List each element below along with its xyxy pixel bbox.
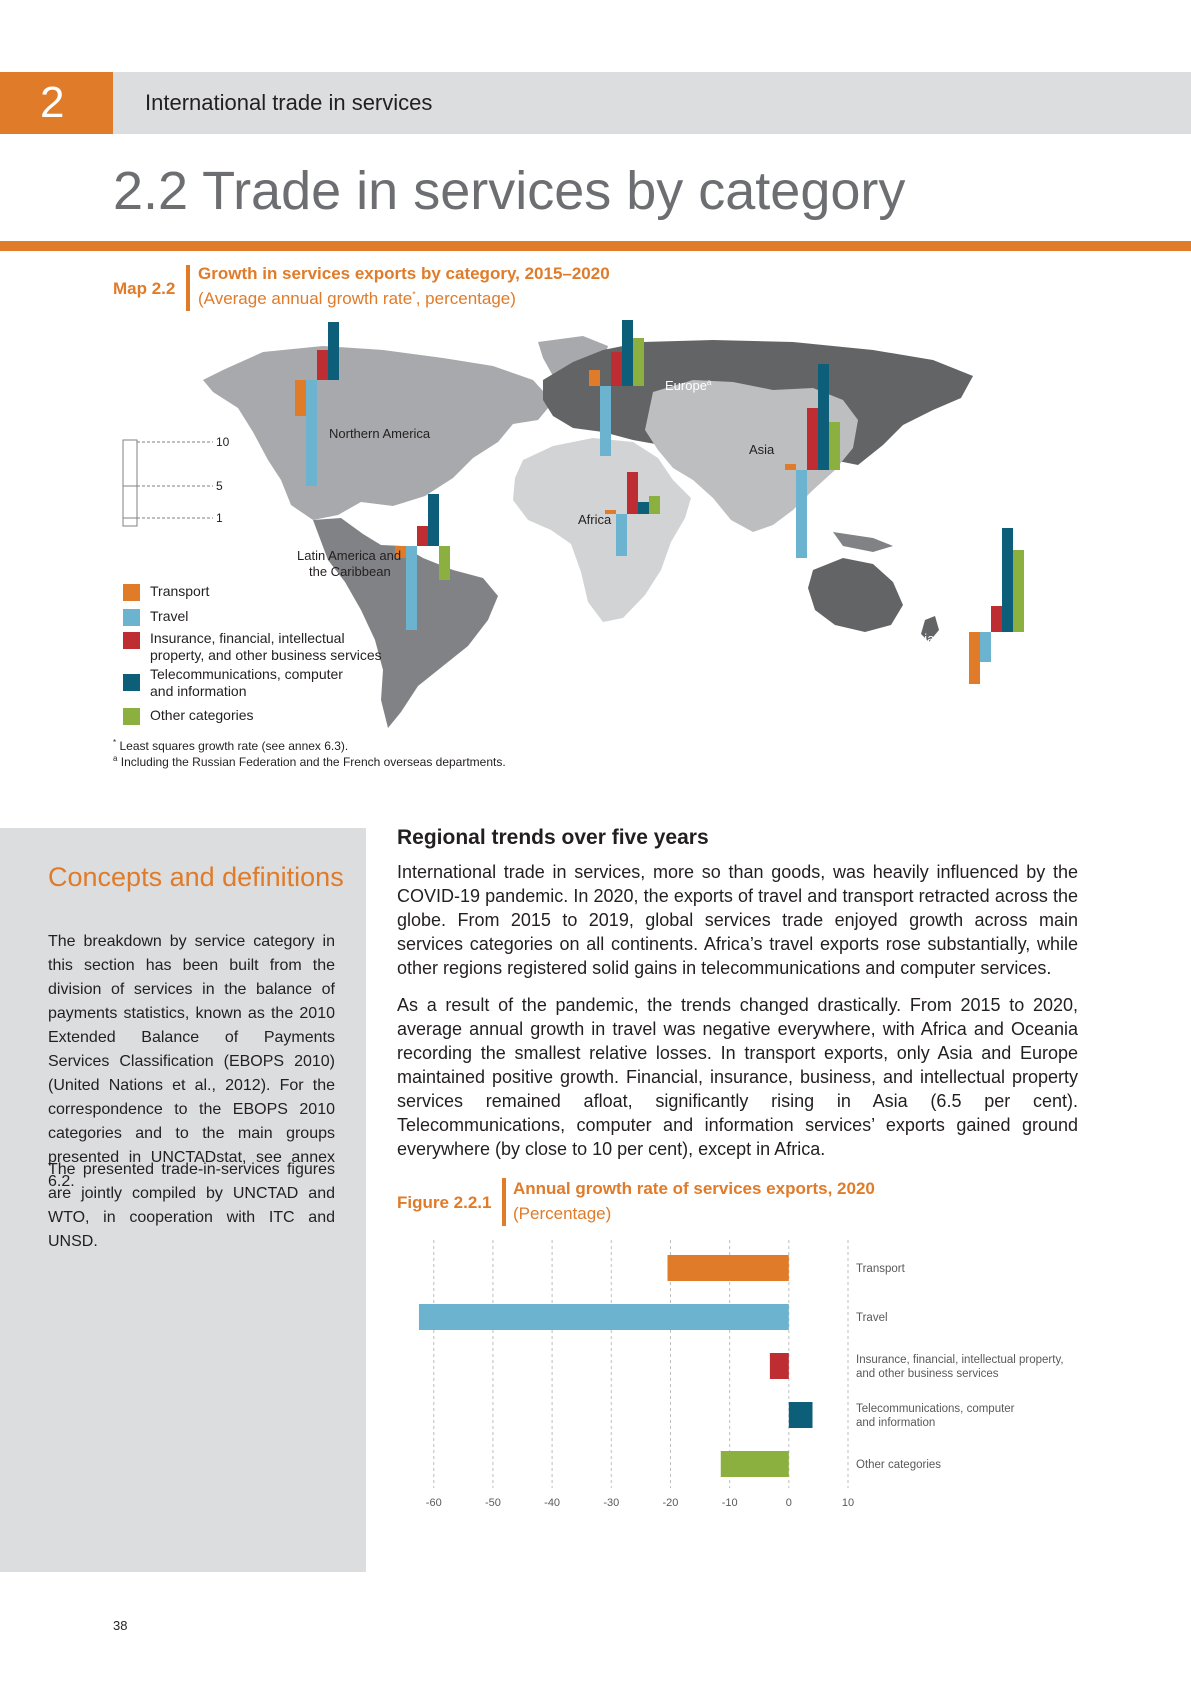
label-europe-sup: a <box>706 378 712 387</box>
oceania-shape <box>808 558 903 632</box>
bars-oceania <box>969 528 1024 684</box>
bar <box>789 1402 813 1428</box>
bar-oc-travel <box>980 632 991 662</box>
label-northern-america: Northern America <box>329 426 431 441</box>
x-tick-label: -30 <box>603 1497 620 1509</box>
footnote-star-text: Least squares growth rate (see annex 6.3). <box>119 739 349 753</box>
footnote-a-text: Including the Russian Federation and the French overseas departments. <box>120 755 506 769</box>
figure-subtitle: (Percentage) <box>513 1204 612 1223</box>
bar-as-travel <box>796 470 807 558</box>
figure-label: Figure 2.2.1 <box>397 1193 492 1212</box>
category-label: and information <box>856 1417 936 1429</box>
bar-eu-other <box>633 338 644 386</box>
footnote-a <box>113 754 506 769</box>
label-oceania: Oceania <box>886 631 935 646</box>
footnote-star <box>113 738 348 753</box>
bar-la-telecom <box>428 494 439 546</box>
category-label: Transport <box>856 1263 905 1275</box>
bar-na-transport <box>295 380 306 416</box>
bar-oc-other <box>1013 550 1024 632</box>
bar-eu-insurance <box>611 352 622 386</box>
legend-swatch-transport <box>123 584 140 601</box>
bar-eu-transport <box>589 370 600 386</box>
body-paragraph-1: International trade in services, more so than goods, was heavily influenced by the COVID-19 pandemic. In 2020, the exports of travel and transport retracted across the globe. From 2015 to 2019, global services trade enjoyed growth across main services categories on all continents. Africa’s travel exports rose substantially, while other regions registered solid gains in telecommunications and computer services. <box>397 862 1078 978</box>
bar-la-travel <box>406 546 417 630</box>
legend-label-other: Other categories <box>150 707 254 723</box>
label-africa: Africa <box>578 512 612 527</box>
scale-label-10: 10 <box>216 435 230 449</box>
bar-oc-transport <box>969 632 980 684</box>
bar-oc-telecom <box>1002 528 1013 632</box>
x-tick-label: -40 <box>544 1497 561 1509</box>
section-title: 2.2 Trade in services by category <box>113 161 906 221</box>
x-tick-label: -10 <box>721 1497 738 1509</box>
map-caption-rule <box>186 265 190 311</box>
category-label: Insurance, financial, intellectual property, <box>856 1354 1064 1366</box>
x-tick-label: -20 <box>662 1497 679 1509</box>
legend-label-insurance-1: Insurance, financial, intellectual <box>150 630 345 646</box>
bar-as-insurance <box>807 408 818 470</box>
map-subtitle <box>198 289 516 309</box>
bar-eu-telecom <box>622 320 633 386</box>
label-europe <box>665 378 712 393</box>
africa-shape <box>513 438 691 622</box>
legend-label-telecom-1: Telecommunications, computer <box>150 666 343 682</box>
body-paragraph-2: As a result of the pandemic, the trends changed drastically. From 2015 to 2020, average annual growth in travel was negative everywhere, with Africa and Oceania recording the smallest relative losses. In transport exports, only Asia and Europe maintained positive growth. Financial, insurance, business, and intellectual property services remained afloat, significantly rising in Asia (6.5 per cent). Telecommunications, computer and information services’ exports gained ground everywhere (by close to 10 per cent), except in Africa. <box>397 995 1078 1159</box>
x-tick-label: -60 <box>425 1497 442 1509</box>
indonesia-shape <box>833 532 893 552</box>
growth-bar-chart <box>397 1240 1097 1520</box>
legend-label-travel: Travel <box>150 608 189 624</box>
label-latin-america-2: the Caribbean <box>309 564 391 579</box>
chapter-number: 2 <box>0 72 113 134</box>
category-label: Other categories <box>856 1459 942 1471</box>
map-subtitle-sup: * <box>412 289 416 300</box>
chapter-title: International trade in services <box>145 90 433 115</box>
bar-la-other <box>439 546 450 580</box>
bar-la-insurance <box>417 526 428 546</box>
bar-na-travel <box>306 380 317 486</box>
legend-swatch-travel <box>123 609 140 626</box>
x-tick-label: 10 <box>841 1497 855 1509</box>
bar-oc-insurance <box>991 606 1002 632</box>
sidebar-paragraph-2: The presented trade-in-services figures are jointly compiled by UNCTAD and WTO, in cooperation with ITC and UNSD. <box>48 1161 335 1250</box>
legend-label-telecom-2: and information <box>150 683 247 699</box>
legend-label-insurance-2: property, and other business services <box>150 647 382 663</box>
footnote-star-sup: * <box>113 738 117 747</box>
body-heading: Regional trends over five years <box>397 826 709 849</box>
bar-af-telecom <box>638 502 649 514</box>
bar-na-telecom <box>328 322 339 380</box>
x-tick-label: 0 <box>785 1497 792 1509</box>
footnote-a-sup: a <box>113 754 118 763</box>
label-latin-america-1: Latin America and <box>297 548 402 563</box>
bar-as-transport <box>785 464 796 470</box>
legend-label-transport: Transport <box>150 583 210 599</box>
legend-label-insurance <box>150 630 390 664</box>
legend-swatch-telecom <box>123 674 140 691</box>
category-label: Travel <box>856 1312 888 1324</box>
bar <box>721 1451 789 1477</box>
x-tick-label: -50 <box>484 1497 501 1509</box>
bar <box>770 1353 789 1379</box>
bar <box>668 1255 789 1281</box>
label-asia: Asia <box>749 442 775 457</box>
sidebar-paragraph-1: The breakdown by service category in this section has been built from the division of services in the balance of payments statistics, known as the 2010 Extended Balance of Payments Services Classification (EBOPS 2010) (United Nations et al., 2012). For the correspondence to the EBOPS 2010 categories and to the main groups presented in UNCTADstat, see annex 6.2. <box>48 933 335 1190</box>
map-label: Map 2.2 <box>113 279 176 298</box>
page-number: 38 <box>113 1618 128 1633</box>
bar-af-insurance <box>627 472 638 514</box>
label-europe-text: Europe <box>665 378 707 393</box>
figure-title: Annual growth rate of services exports, 2020 <box>513 1179 875 1198</box>
bar-as-telecom <box>818 364 829 470</box>
bar-af-other <box>649 496 660 514</box>
figure-caption-rule <box>502 1178 506 1226</box>
bar-as-other <box>829 422 840 470</box>
map-title: Growth in services exports by category, 2015–2020 <box>198 264 610 283</box>
legend-label-telecom <box>150 666 390 700</box>
bar-eu-travel <box>600 386 611 456</box>
map-subtitle-post: , percentage) <box>415 289 516 308</box>
category-label: and other business services <box>856 1368 999 1380</box>
legend-swatch-insurance <box>123 632 140 649</box>
map-subtitle-pre: (Average annual growth rate <box>198 289 413 308</box>
scale-bar <box>123 435 230 526</box>
bar-af-travel <box>616 514 627 556</box>
section-divider <box>0 241 1191 251</box>
legend-swatch-other <box>123 708 140 725</box>
bar <box>419 1304 789 1330</box>
bar-na-insurance <box>317 350 328 380</box>
category-label: Telecommunications, computer <box>856 1403 1015 1415</box>
scale-label-5: 5 <box>216 479 223 493</box>
sidebar-title: Concepts and definitions <box>48 862 344 892</box>
scale-label-1: 1 <box>216 511 223 525</box>
